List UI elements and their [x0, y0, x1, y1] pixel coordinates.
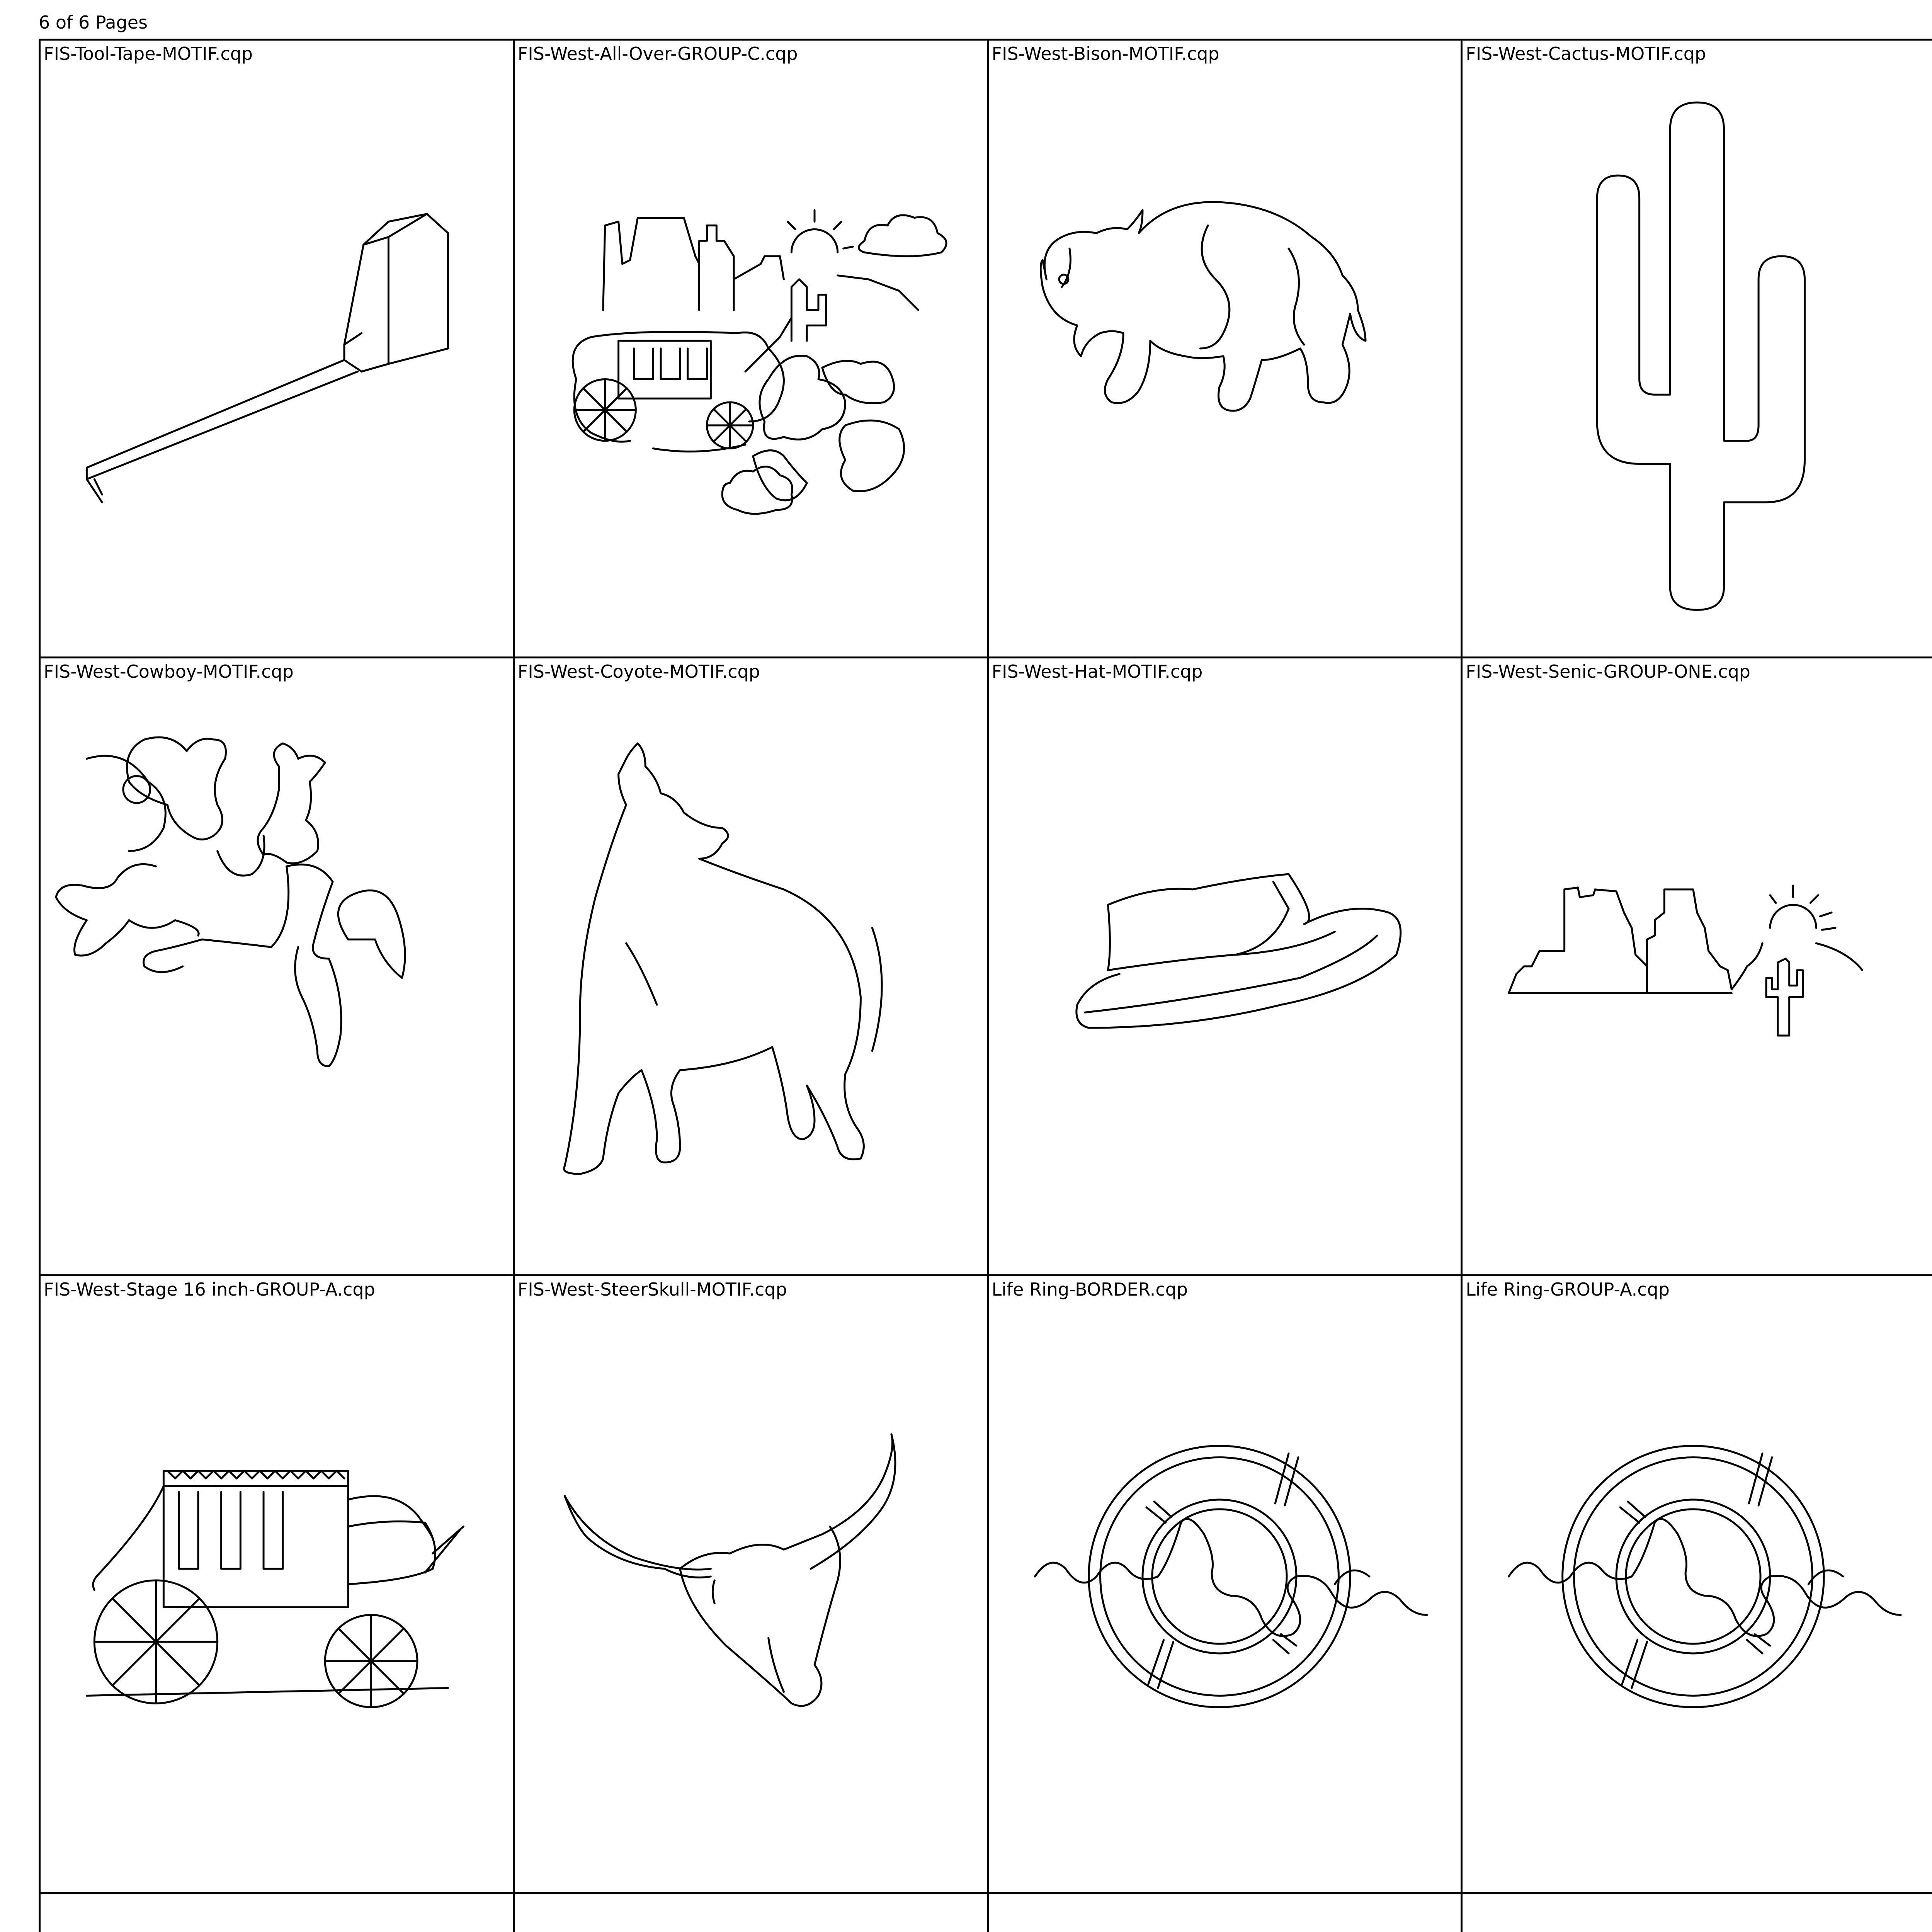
tape-measure-icon	[41, 41, 513, 656]
pattern-filename: Life Ring-GROUP-A.cqp	[1466, 1279, 1670, 1300]
pattern-cell[interactable]	[515, 1276, 989, 1894]
cactus-icon	[1463, 41, 1932, 656]
pattern-filename: FIS-West-Bison-MOTIF.cqp	[992, 43, 1219, 64]
howling-coyote-icon	[515, 658, 987, 1274]
pattern-cell[interactable]	[989, 41, 1463, 658]
pattern-filename: FIS-West-Senic-GROUP-ONE.cqp	[1466, 661, 1750, 682]
pattern-cell[interactable]	[41, 658, 515, 1276]
pattern-filename: FIS-West-Hat-MOTIF.cqp	[992, 661, 1203, 682]
pattern-cell[interactable]	[1463, 41, 1932, 658]
pattern-filename: FIS-Tool-Tape-MOTIF.cqp	[44, 43, 253, 64]
pattern-cell[interactable]	[989, 1276, 1463, 1894]
pattern-filename: FIS-West-Cactus-MOTIF.cqp	[1466, 43, 1706, 64]
cowboy-hat-icon	[989, 658, 1461, 1274]
empty-cell	[1463, 1894, 1932, 1932]
desert-scenic-icon	[1463, 658, 1932, 1274]
life-ring-icon	[989, 1276, 1461, 1892]
pattern-cell[interactable]	[41, 1276, 515, 1894]
empty-cell	[989, 1894, 1463, 1932]
pattern-filename: FIS-West-Stage 16 inch-GROUP-A.cqp	[44, 1279, 375, 1300]
pattern-cell[interactable]	[989, 658, 1463, 1276]
cowboy-on-horse-icon	[41, 658, 513, 1274]
pattern-filename: FIS-West-Cowboy-MOTIF.cqp	[44, 661, 294, 682]
life-ring-icon	[1463, 1276, 1932, 1892]
pattern-thumbnail-grid	[39, 39, 1932, 1932]
pattern-filename: FIS-West-All-Over-GROUP-C.cqp	[517, 43, 798, 64]
pattern-filename: Life Ring-BORDER.cqp	[992, 1279, 1188, 1300]
pattern-cell[interactable]	[41, 41, 515, 658]
pattern-cell[interactable]	[1463, 1276, 1932, 1894]
pattern-cell[interactable]	[1463, 658, 1932, 1276]
empty-cell	[41, 1894, 515, 1932]
pattern-filename: FIS-West-SteerSkull-MOTIF.cqp	[517, 1279, 787, 1300]
western-scene-icon	[515, 41, 987, 656]
bison-icon	[989, 41, 1461, 656]
pattern-cell[interactable]	[515, 658, 989, 1276]
stagecoach-icon	[41, 1276, 513, 1892]
page-indicator: 6 of 6 Pages	[39, 12, 148, 33]
pattern-cell[interactable]	[515, 41, 989, 658]
steer-skull-icon	[515, 1276, 987, 1892]
empty-cell	[515, 1894, 989, 1932]
pattern-filename: FIS-West-Coyote-MOTIF.cqp	[517, 661, 760, 682]
